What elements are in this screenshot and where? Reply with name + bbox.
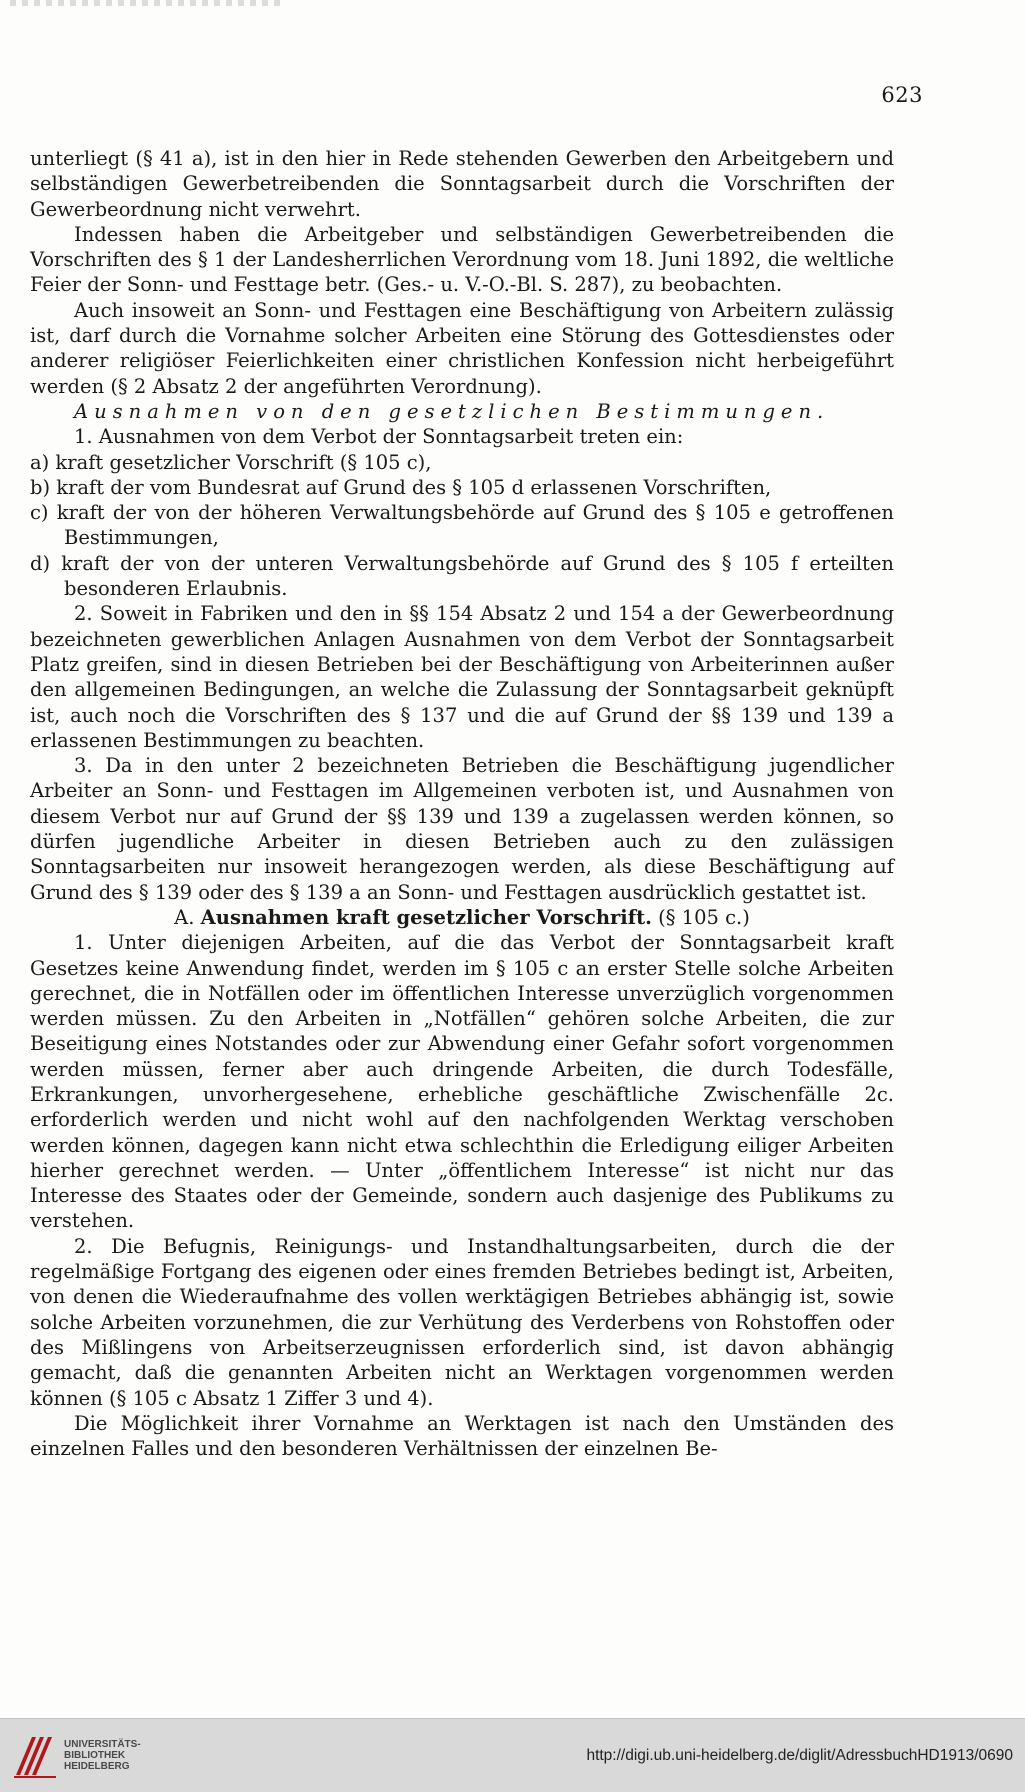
source-url-link[interactable]: http://digi.ub.uni-heidelberg.de/diglit/AdressbuchHD1913/0690 (586, 1747, 1013, 1764)
library-name-line-3: HEIDELBERG (64, 1761, 130, 1772)
section-heading-a (30, 905, 894, 930)
list-item-c: c) kraft der von der höheren Verwaltungsbehörde auf Grund des § 105 e getroffenen Bestimmungen, (30, 501, 894, 550)
section-title: Ausnahmen von den gesetzlichen Bestimmungen. (74, 399, 830, 423)
ub-heidelberg-logo-icon[interactable] (12, 1731, 58, 1781)
paragraph-5: 2. Soweit in Fabriken und den in §§ 154 Absatz 2 und 154 a der Gewerbeordnung bezeichneten gewerblichen Anlagen Ausnahmen von dem Verbot der Sonntagsarbeit Platz greifen, sind in diesen Betrieben bei der Beschäftigung von Arbeiterinnen außer den allgemeinen Bedingungen, an welche die Zulassung der Sonntagsarbeit geknüpft ist, auch noch die Vorschriften des § 137 und die auf Grund der §§ 139 und 139 a erlassenen Bestimmungen zu beachten. (30, 602, 894, 752)
library-name-line-1: UNIVERSITÄTS- (64, 1739, 141, 1750)
paragraph-2: Indessen haben die Arbeitgeber und selbständigen Gewerbetreibenden die Vorschriften des § 1 der Landesherrlichen Verordnung vom 18. Juni 1892, die weltliche Feier der Sonn- und Festtage betr. (Ges.- u. V.-O.-Bl. S. 287), zu beobachten. (30, 222, 894, 297)
page-number: 623 (881, 83, 923, 107)
page-body (30, 146, 894, 1461)
list-item-d: d) kraft der von der unteren Verwaltungsbehörde auf Grund des § 105 f erteilten besonderen Erlaubnis. (30, 551, 894, 601)
paragraph-3: Auch insoweit an Sonn- und Festtagen eine Beschäftigung von Arbeitern zulässig ist, darf durch die Vornahme solcher Arbeiten eine Störung des Gottesdienstes oder anderer religiöser Feierlichkeiten einer christlichen Konfession nicht herbeigeführt werden (§ 2 Absatz 2 der angeführten Verordnung). (30, 298, 894, 398)
paragraph-4: 1. Ausnahmen von dem Verbot der Sonntagsarbeit treten ein: (74, 425, 684, 449)
paragraph-6: 3. Da in den unter 2 bezeichneten Betrieben die Beschäftigung jugendlicher Arbeiter an Sonn- und Festtagen im Allgemeinen verboten ist, und Ausnahmen von diesem Verbot nur auf Grund der §§ 139 und 139 a zugelassen werden können, so dürfen jugendliche Arbeiter in diesen Betrieben auch zu den zulässigen Sonntagsarbeiten nur insoweit herangezogen werden, als diese Beschäftigung auf Grund des § 139 oder des § 139 a an Sonn- und Festtagen ausdrücklich gestattet ist. (30, 754, 894, 904)
heading-prefix: A. (174, 905, 195, 929)
footer-bar (0, 1718, 1025, 1792)
heading-main: Ausnahmen kraft gesetzlicher Vorschrift. (200, 905, 652, 929)
heading-reference: (§ 105 c.) (658, 905, 750, 929)
library-name[interactable] (64, 1739, 141, 1772)
paragraph-9: Die Möglichkeit ihrer Vornahme an Werktagen ist nach den Umständen des einzelnen Falles und den besonderen Verhältnissen der einzelnen Be- (30, 1411, 894, 1461)
paragraph-7: 1. Unter diejenigen Arbeiten, auf die das Verbot der Sonntagsarbeit kraft Gesetzes keine Anwendung findet, werden im § 105 c an erster Stelle solche Arbeiten gerechnet, die in Notfällen oder im öffentlichen Interesse unverzüglich vorgenommen werden müssen. Zu den Arbeiten in „Notfällen“ gehören solche Arbeiten, die zur Beseitigung eines Notstandes oder zur Abwendung einer Gefahr sofort vorgenommen werden müssen, ferner aber auch dringende Arbeiten, die durch Todesfälle, Erkrankungen, unvorhergesehene, erhebliche geschäftliche Zwischenfälle 2c. erforderlich werden und nicht wohl auf den nachfolgenden Werktag verschoben werden können, dagegen kann nicht etwa schlechthin die Erledigung eiliger Arbeiten hierher gerechnet werden. — Unter „öffentlichem Interesse“ ist nicht nur das Interesse des Staates oder der Gemeinde, sondern auch dasjenige des Publikums zu verstehen. (30, 931, 894, 1233)
scan-artifact (10, 0, 280, 6)
paragraph-1: unterliegt (§ 41 a), ist in den hier in Rede stehenden Gewerben den Arbeitgebern und selbständigen Gewerbetreibenden die Sonntagsarbeit durch die Vorschriften der Gewerbeordnung nicht verwehrt. (30, 147, 894, 221)
library-name-line-2: BIBLIOTHEK (64, 1750, 126, 1761)
paragraph-8: 2. Die Befugnis, Reinigungs- und Instandhaltungsarbeiten, durch die der regelmäßige Fortgang des eigenen oder eines fremden Betriebes bedingt ist, Arbeiten, von denen die Wiederaufnahme des vollen werktägigen Betriebes abhängig ist, sowie solche Arbeiten vorzunehmen, die zur Verhütung des Verderbens von Rohstoffen oder des Mißlingens von Arbeitserzeugnissen erforderlich sind, ist davon abhängig gemacht, daß die genannten Arbeiten nicht an Werktagen vorgenommen werden können (§ 105 c Absatz 1 Ziffer 3 und 4). (30, 1234, 894, 1410)
list-item-a: a) kraft gesetzlicher Vorschrift (§ 105 c), (30, 450, 432, 474)
list-item-b: b) kraft der vom Bundesrat auf Grund des § 105 d erlassenen Vorschriften, (30, 475, 772, 499)
